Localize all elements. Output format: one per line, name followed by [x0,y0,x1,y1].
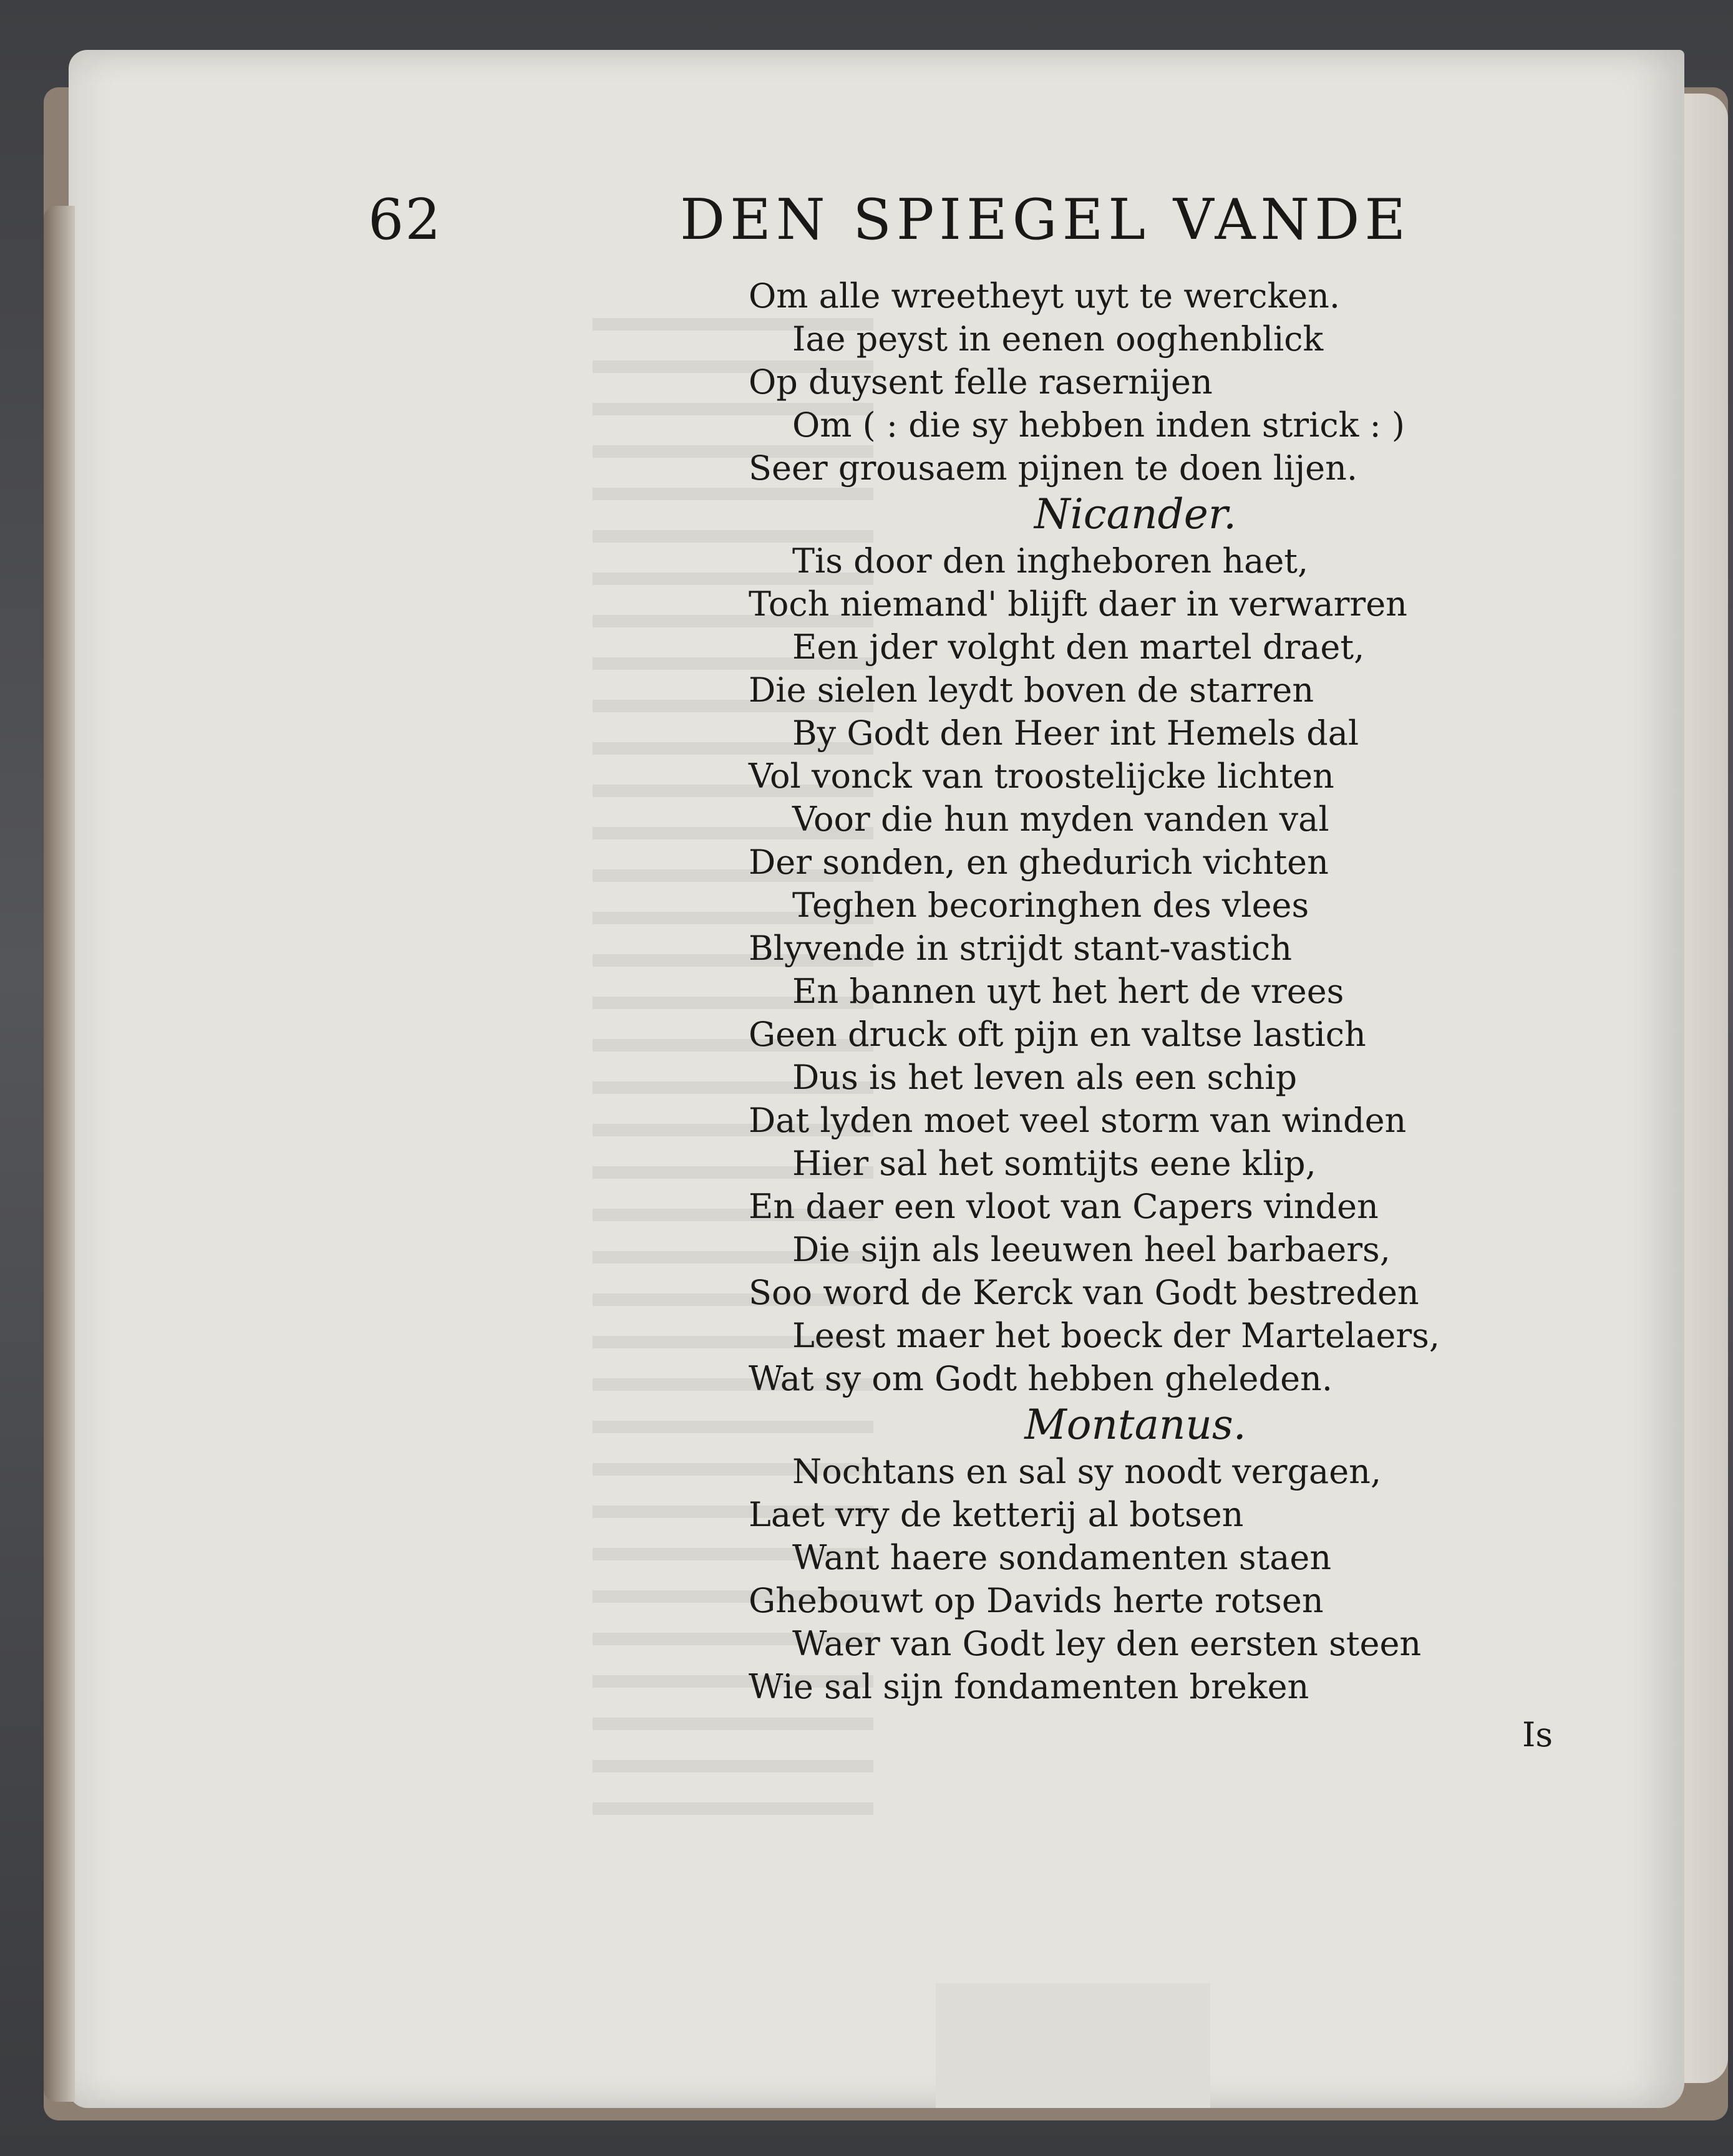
verse-line: Nochtans en sal sy noodt vergaen, [792,1452,1382,1491]
verse-line: Op duysent felle rasernijen [749,362,1213,402]
speaker-name: Montanus. [1024,1401,1246,1449]
poem-text [749,274,1440,1708]
tape-patch [936,1983,1210,2108]
verse-line: Waer van Godt ley den eersten steen [792,1624,1422,1663]
verse-line: En bannen uyt het hert de vrees [792,972,1344,1011]
verse-line: Want haere sondamenten staen [792,1538,1332,1577]
verse-line: Om ( : die sy hebben inden strick : ) [792,405,1405,445]
verse-line: Tis door den ingheboren haet, [792,541,1309,581]
verse-line: Voor die hun myden vanden val [792,800,1329,839]
catchword: Is [1522,1715,1553,1754]
verse-line: Ghebouwt op Davids herte rotsen [749,1581,1324,1620]
verse-line: By Godt den Heer int Hemels dal [792,713,1359,753]
verse-line: Der sonden, en ghedurich vichten [749,843,1329,882]
verse-line: Iae peyst in eenen ooghenblick [792,319,1324,359]
verse-line: Om alle wreetheyt uyt te wercken. [749,276,1341,316]
verse-line: Dat lyden moet veel storm van winden [749,1101,1407,1140]
verse-line: Dus is het leven als een schip [792,1058,1298,1097]
verse-line: Wat sy om Godt hebben gheleden. [749,1359,1333,1398]
verse-line: Soo word de Kerck van Godt bestreden [749,1273,1419,1312]
verse-line: Wie sal sijn fondamenten breken [749,1667,1309,1706]
verse-line: Die sielen leydt boven de starren [749,670,1314,710]
verse-line: Seer grousaem pijnen te doen lijen. [749,448,1358,488]
verse-line: Een jder volght den martel draet, [792,627,1365,667]
verse-line: Teghen becoringhen des vlees [792,886,1309,925]
running-title: DEN SPIEGEL VANDE [680,187,1411,253]
verse-line: En daer een vloot van Capers vinden [749,1187,1379,1226]
verse-line: Blyvende in strijdt stant-vastich [749,929,1293,968]
verse-line: Toch niemand' blijft daer in verwarren [749,584,1407,624]
verse-line: Die sijn als leeuwen heel barbaers, [792,1230,1391,1269]
verse-line: Laet vry de ketterij al botsen [749,1495,1244,1534]
page-number: 62 [368,187,442,253]
verse-line: Hier sal het somtijts eene klip, [792,1144,1316,1183]
verse-line: Vol vonck van troostelijcke lichten [749,757,1334,796]
verse-line: Leest maer het boeck der Martelaers, [792,1316,1440,1355]
speaker-name: Nicander. [1034,490,1237,538]
verse-line: Geen druck oft pijn en valtse lastich [749,1015,1366,1054]
